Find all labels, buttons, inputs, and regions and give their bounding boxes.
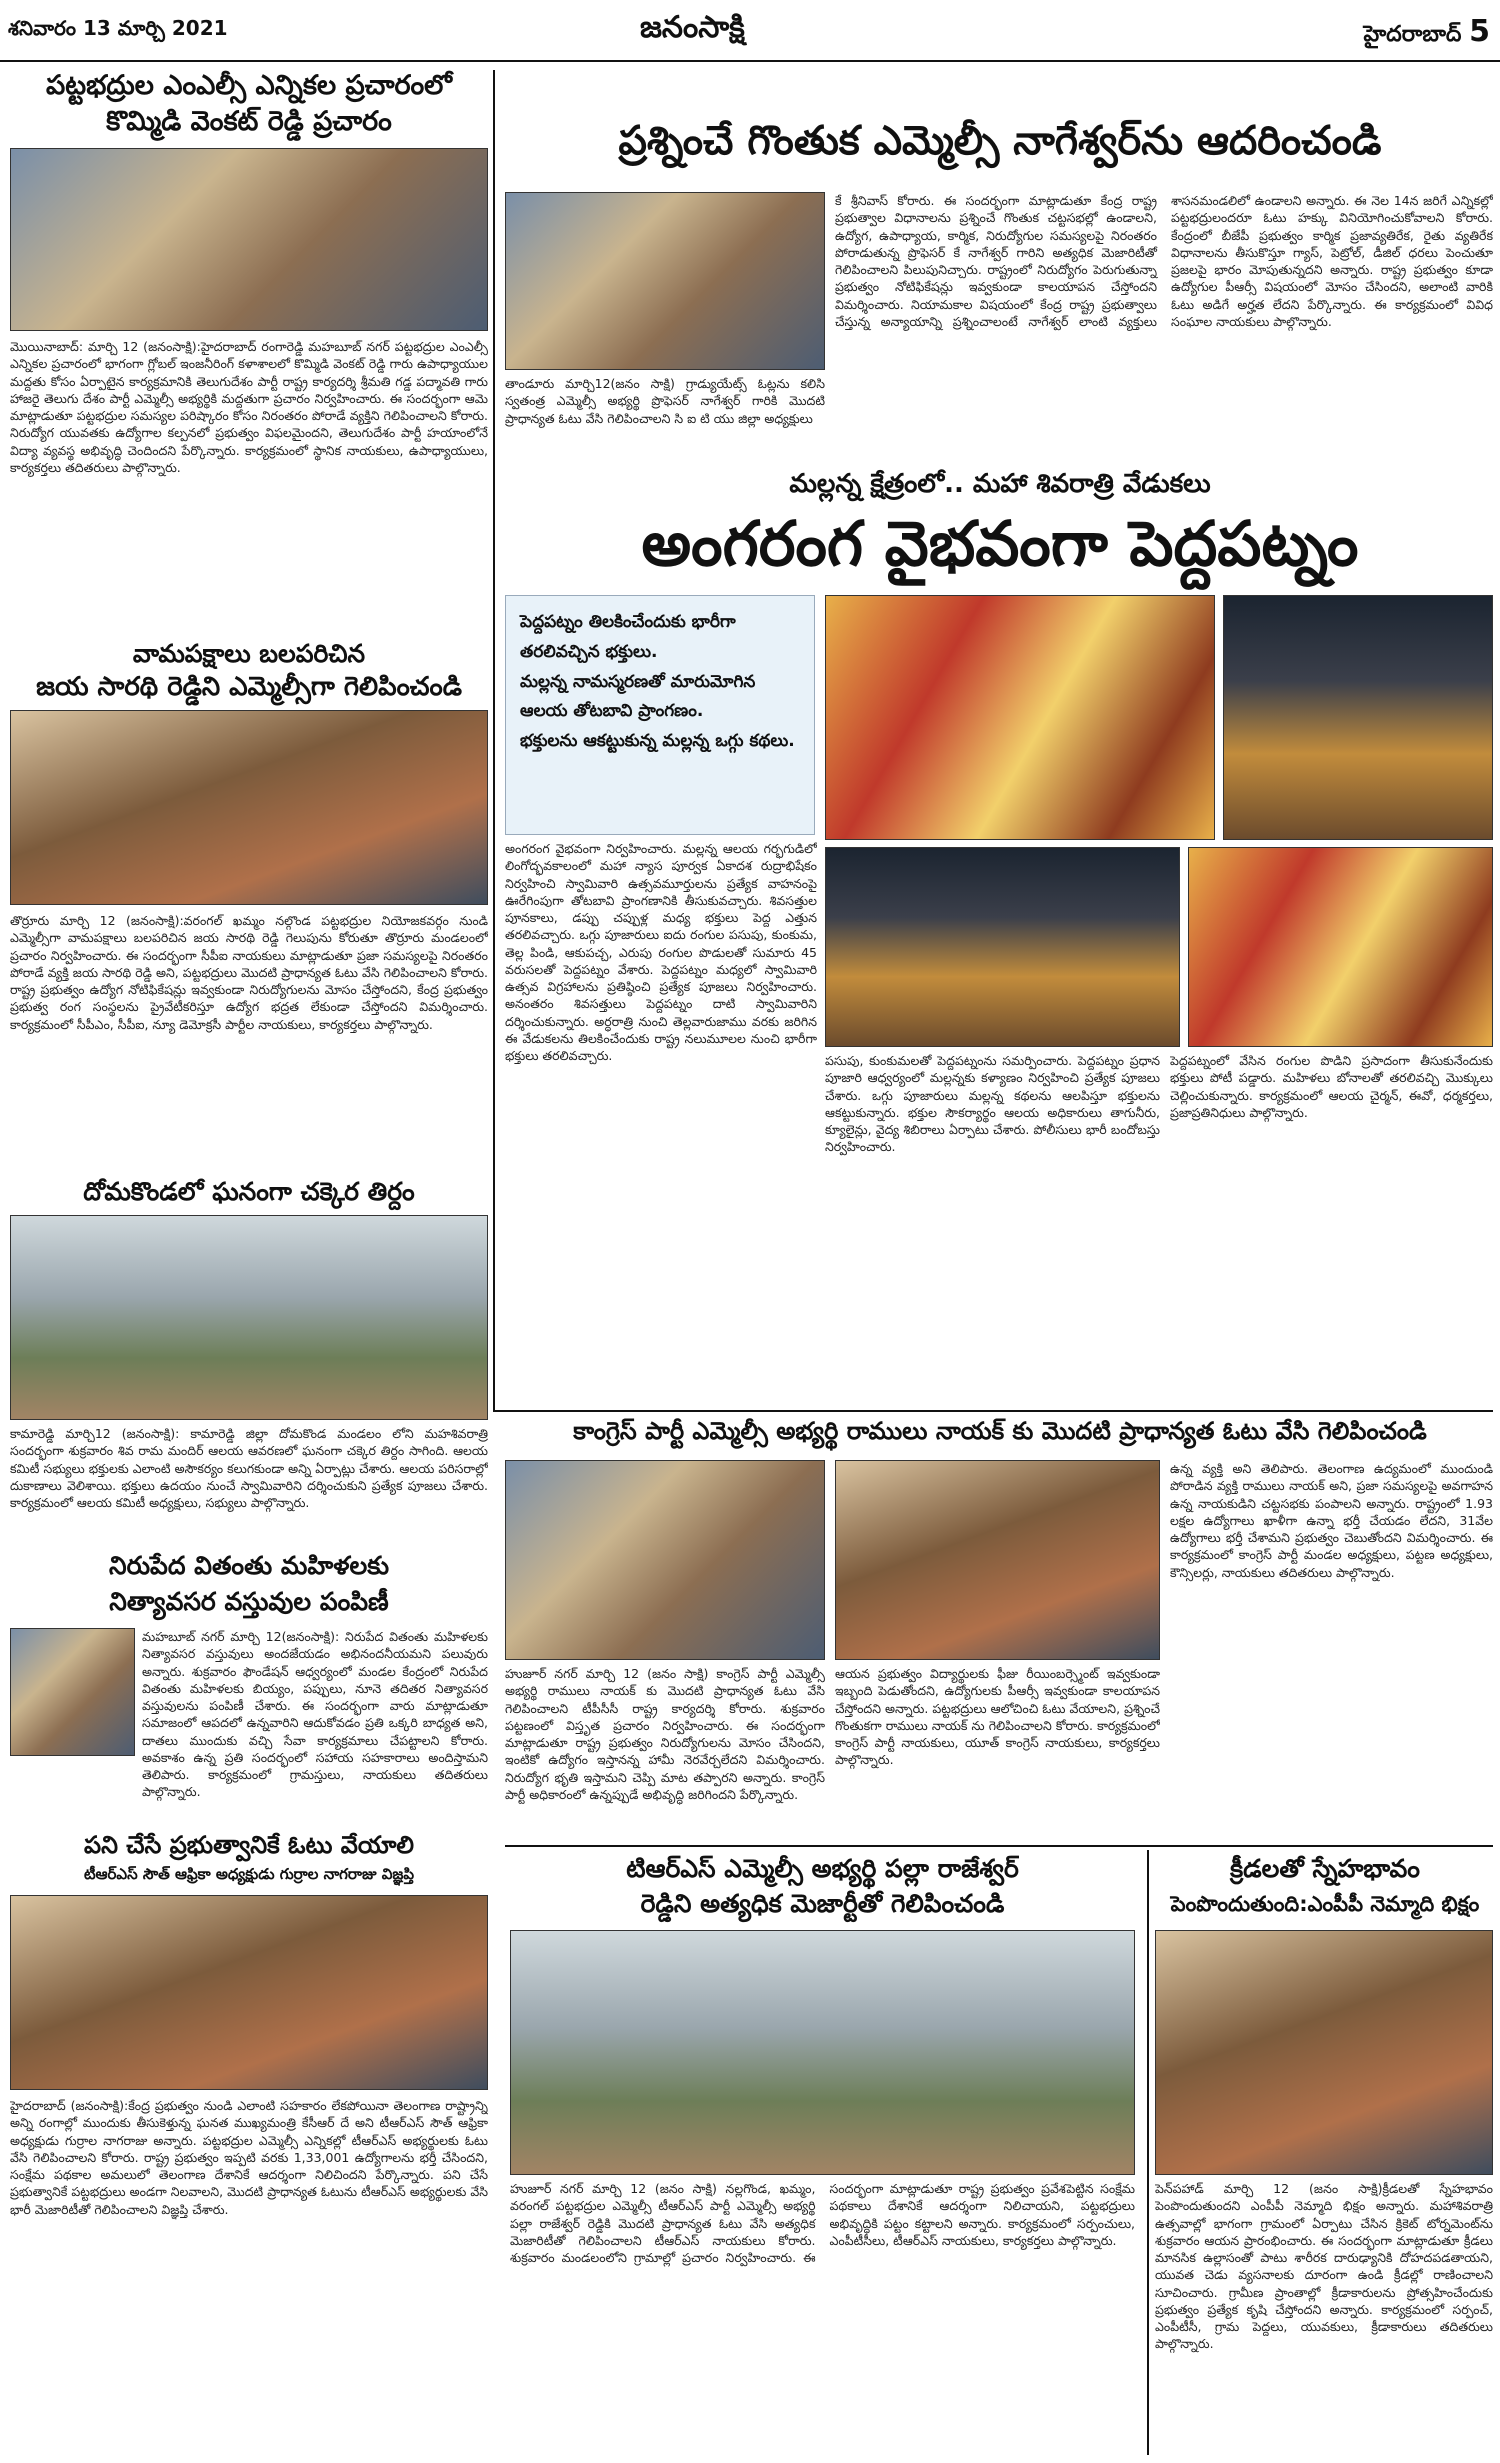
article-4-body: తొర్రూరు మార్చి 12 (జనంసాక్షి):వరంగల్ ఖమ్మం నల్గొండ పట్టభద్రుల నియోజకవర్గం నుండి ఎమ్మెల్సీగా వామపక్షాలు బలపరిచిన జయ సారథి రెడ్డి గెలుపును కోరుతూ తొర్రూరు మండలంలో ప్రచారం నిర్వహించారు. ఈ సందర్భంగా సీపీఐ నాయకులు మాట్లాడుతూ ప్రజా సమస్యలపై నిరంతరం పోరాడే వ్యక్తి జయ సారథి రెడ్డి అని, పట్టభద్రులు మొదటి ప్రాధాన్యత ఓటు వేసి గెలిపించాలని కోరారు. రాష్ట్ర ప్రభుత్వం ఉద్యోగ నోటిఫికేషన్లు ఇవ్వకుండా నిరుద్యోగులను మోసం చేస్తోందని, కేంద్ర ప్రభుత్వం ప్రభుత్వ రంగ సంస్థలను ప్రైవేటీకరిస్తూ ఉద్యోగ భద్రత లేకుండా చేస్తోందని విమర్శించారు. కార్యక్రమంలో సీపీఎం, సీపీఐ, న్యూ డెమోక్రసీ పార్టీల నాయకులు, కార్యకర్తలు పాల్గొన్నారు. [10, 913, 488, 1032]
article-5-body: కామారెడ్డి మార్చి12 (జనంసాక్షి): కామారెడ్డి జిల్లా దోమకొండ మండలం లోని మహశివరాత్రి సందర్భంగా శుక్రవారం శివ రామ మందిర్ ఆలయ ఆవరణలో ఘనంగా చక్కెర తిర్దం సాగింది. ఆలయ కమిటీ సభ్యులు భక్తులకు ఎలాంటి అసౌకర్యం కలుగకుండా అన్ని ఏర్పాట్లు చేశారు. ఆలయ పరిసరాల్లో దుకాణాలు వెలిశాయి. భక్తులు ఉదయం నుంచే స్వామివారిని దర్శించుకుని ప్రత్యేక పూజలు చేశారు. కార్యక్రమంలో ఆలయ కమిటీ అధ్యక్షులు, సభ్యులు పాల్గొన్నారు. [10, 1426, 488, 1510]
article-6-headline-2: నిత్యావసర వస్తువుల పంపిణీ [109, 1587, 389, 1616]
article-3-highlights [505, 595, 815, 835]
article-7-headline: పని చేసే ప్రభుత్వానికే ఓటు వేయాలి [84, 1831, 414, 1859]
article-9-photo [510, 1930, 1135, 2175]
article-3-headline: అంగరంగ వైభవంగా పెద్దపట్నం [641, 507, 1359, 580]
article-9-headline-1: టిఆర్ఎస్ ఎమ్మెల్సీ అభ్యర్థి పల్లా రాజేశ్వర్ [626, 1854, 1019, 1883]
article-7-body: హైదరాబాద్ (జనంసాక్షి):కేంద్ర ప్రభుత్వం నుండి ఎలాంటి సహకారం లేకపోయినా తెలంగాణ రాష్ట్రాన్ని అన్ని రంగాల్లో ముందుకు తీసుకెళ్తున్న ఘనత ముఖ్యమంత్రి కేసీఆర్ దే అని టీఆర్ఎస్ సౌత్ ఆఫ్రికా అధ్యక్షుడు గుర్రాల నాగరాజు అన్నారు. పట్టభద్రుల ఎమ్మెల్సీ ఎన్నికల్లో టీఆర్ఎస్ అభ్యర్థులకు ఓటు వేసి గెలిపించాలని కోరారు. రాష్ట్ర ప్రభుత్వం ఇప్పటి వరకు 1,33,001 ఉద్యోగాలను భర్తీ చేసిందని, సంక్షేమ పథకాల అమలులో తెలంగాణ దేశానికే ఆదర్శంగా నిలిచిందని పేర్కొన్నారు. పని చేసే ప్రభుత్వానికే పట్టభద్రులు అండగా నిలవాలని, మొదటి ప్రాధాన్యత ఓటును టీఆర్ఎస్ అభ్యర్థులకు వేసి భారీ మెజారిటీతో గెలిపించాలని విజ్ఞప్తి చేశారు. [10, 2098, 488, 2217]
article-3-photo-crowd [1223, 595, 1493, 840]
article-3-kicker: మల్లన్న క్షేత్రంలో.. మహా శివరాత్రి వేడుకలు [789, 469, 1211, 499]
article-6-body: మహబూబ్ నగర్ మార్చి 12(జనంసాక్షి): నిరుపేద వితంతు మహిళలకు నిత్యావసర వస్తువులు అందజేయడం అభినందనీయమని పలువురు అన్నారు. శుక్రవారం ఫౌండేషన్ ఆధ్వర్యంలో మండల కేంద్రంలో నిరుపేద వితంతు మహిళలకు బియ్యం, పప్పులు, నూనె తదితర నిత్యావసర వస్తువులను పంపిణీ చేశారు. ఈ సందర్భంగా వారు మాట్లాడుతూ సమాజంలో ఆపదలో ఉన్నవారిని ఆదుకోవడం ప్రతి ఒక్కరి బాధ్యత అని, దాతలు ముందుకు వచ్చి సేవా కార్యక్రమాలు చేపట్టాలని కోరారు. అవకాశం ఉన్న ప్రతి సందర్భంలో సహాయ సహకారాలు అందిస్తామని తెలిపారు. కార్యక్రమంలో గ్రామస్తులు, నాయకులు తదితరులు పాల్గొన్నారు. [142, 1629, 488, 1800]
article-8-headline: కాంగ్రెస్ పార్టీ ఎమ్మెల్సీ అభ్యర్థి రాములు నాయక్ కు మొదటి ప్రాధాన్యత ఓటు వేసి గెలిపించండి [573, 1417, 1427, 1445]
city-name: హైదరాబాద్ [1363, 22, 1462, 47]
highlight-1: పెద్దపట్నం తిలకించేందుకు భారీగా తరలివచ్చిన భక్తులు. [520, 612, 736, 662]
newspaper-logo: జనంసాక్షి [640, 10, 745, 45]
article-2-photo [505, 192, 825, 370]
article-1-headline-1: పట్టభద్రుల ఎంఎల్సీ ఎన్నికల ప్రచారంలో [46, 70, 452, 101]
article-8-body-1: హుజూర్ నగర్ మార్చి 12 (జనం సాక్షి) కాంగ్రెస్ పార్టీ ఎమ్మెల్సీ అభ్యర్థి రాములు నాయక్ కు మొదటి ప్రాధాన్యత ఓటు వేసి గెలిపించాలని టీపీసీసీ రాష్ట్ర కార్యదర్శి కోరారు. శుక్రవారం పట్టణంలో విస్తృత ప్రచారం నిర్వహించారు. ఈ సందర్భంగా మాట్లాడుతూ రాష్ట్ర ప్రభుత్వం నిరుద్యోగులను మోసం చేసిందని, ఇంటికో ఉద్యోగం ఇస్తానన్న హామీ నెరవేర్చలేదని విమర్శించారు. నిరుద్యోగ భృతి ఇస్తామని చెప్పి మాట తప్పారని అన్నారు. కాంగ్రెస్ పార్టీ అధికారంలో ఉన్నప్పుడే అభివృద్ధి జరిగిందని పేర్కొన్నారు. [505, 1666, 825, 1802]
article-8-photo-2 [835, 1460, 1160, 1660]
article-10-headline-1: క్రీడలతో స్నేహభావం [1230, 1854, 1420, 1883]
article-6-headline-1: నిరుపేద వితంతు మహిళలకు [109, 1551, 389, 1580]
article-2-headline: ప్రశ్నించే గొంతుక ఎమ్మెల్సీ నాగేశ్వర్‌ను ఆదరించండి [618, 118, 1382, 164]
article-10-body: పెన్‌పహాడ్ మార్చి 12 (జనం సాక్షి)క్రీడలతో స్నేహభావం పెంపొందుతుందని ఎంపీపీ నెమ్మాది భిక్షం అన్నారు. మహాశివరాత్రి ఉత్సవాల్లో భాగంగా గ్రామంలో ఏర్పాటు చేసిన క్రికెట్ టోర్నమెంట్‌ను శుక్రవారం ఆయన ప్రారంభించారు. ఈ సందర్భంగా మాట్లాడుతూ క్రీడలు మానసిక ఉల్లాసంతో పాటు శారీరక దారుఢ్యానికి దోహదపడతాయని, యువత చెడు వ్యసనాలకు దూరంగా ఉండి క్రీడల్లో రాణించాలని సూచించారు. గ్రామీణ ప్రాంతాల్లో క్రీడాకారులను ప్రోత్సహించేందుకు ప్రభుత్వం ప్రత్యేక కృషి చేస్తోందని అన్నారు. కార్యక్రమంలో సర్పంచ్, ఎంపీటీసీ, గ్రామ పెద్దలు, యువకులు, క్రీడాకారులు తదితరులు పాల్గొన్నారు. [1155, 2181, 1493, 2352]
article-10-photo [1155, 1930, 1493, 2175]
issue-date: శనివారం 13 మార్చి 2021 [8, 16, 228, 40]
article-1-photo [10, 148, 488, 331]
article-6-portrait [10, 1628, 135, 1756]
row-divider-2 [505, 1845, 1493, 1847]
article-8-photo-1 [505, 1460, 825, 1660]
row-divider [493, 1410, 1493, 1412]
page-number: 5 [1469, 14, 1490, 49]
article-7-subhead: టీఆర్ఎస్ సౌత్ ఆఫ్రికా అధ్యక్షుడు గుర్రాల నాగరాజు విజ్ఞప్తి [83, 1865, 415, 1883]
column-divider-2 [1147, 1850, 1149, 2455]
page-header [0, 0, 1500, 62]
article-1-headline-2: కొమ్మిడి వెంకట్ రెడ్డి ప్రచారం [106, 106, 392, 137]
article-3-body-3: పెద్దపట్నంలో వేసిన రంగుల పొడిని ప్రసాదంగా తీసుకునేందుకు భక్తులు పోటీ పడ్డారు. మహిళలు బోనాలతో తరలివచ్చి మొక్కులు చెల్లించుకున్నారు. కార్యక్రమంలో ఆలయ చైర్మన్, ఈవో, ధర్మకర్తలు, ప్రజాప్రతినిధులు పాల్గొన్నారు. [1170, 1053, 1493, 1120]
article-9-headline-2: రెడ్డిని అత్యధిక మెజార్టీతో గెలిపించండి [640, 1889, 1005, 1918]
article-2-body: కే శ్రీనివాస్ కోరారు. ఈ సందర్భంగా మాట్లాడుతూ కేంద్ర రాష్ట్ర ప్రభుత్వాల విధానాలను ప్రశ్నించే గొంతుక చట్టసభల్లో ఉండాలని, ఉద్యోగ, ఉపాధ్యాయ, కార్మిక, నిరుద్యోగుల సమస్యలపై నిరంతరం పోరాడుతున్న ప్రొఫెసర్ కే నాగేశ్వర్ గారిని అత్యధిక మెజారిటీతో గెలిపించాలని పిలుపునిచ్చారు. రాష్ట్రంలో నిరుద్యోగం పెరుగుతున్నా ప్రభుత్వం నోటిఫికేషన్లు ఇవ్వకుండా కాలయాపన చేస్తోందని విమర్శించారు. నియామకాల విషయంలో కేంద్ర రాష్ట్ర ప్రభుత్వాలు చేస్తున్న అన్యాయాన్ని ప్రశ్నించాలంటే నాగేశ్వర్ లాంటి వ్యక్తులు శాసనమండలిలో ఉండాలని అన్నారు. ఈ నెల 14న జరిగే ఎన్నికల్లో పట్టభద్రులందరూ ఓటు హక్కు వినియోగించుకోవాలని కోరారు. కేంద్రంలో బీజేపీ ప్రభుత్వం కార్మిక ప్రజావ్యతిరేక, రైతు వ్యతిరేక విధానాలను తీసుకొస్తూ గ్యాస్, పెట్రోల్, డీజిల్ ధరలు పెంచుతూ ప్రజలపై భారం మోపుతున్నదని అన్నారు. రాష్ట్ర ప్రభుత్వం కూడా ఉద్యోగుల పీఆర్సీ విషయంలో మోసం చేసిందని, అలాంటి వారికి ఓటు అడిగే అర్హత లేదని పేర్కొన్నారు. ఈ కార్యక్రమంలో వివిధ సంఘాల నాయకులు పాల్గొన్నారు. [835, 193, 1493, 329]
article-4-headline-2: జయ సారథి రెడ్డిని ఎమ్మెల్సీగా గెలిపించండి [36, 672, 462, 702]
article-8-body-2: ఆయన ప్రభుత్వం విద్యార్థులకు ఫీజు రీయింబర్స్మెంట్ ఇవ్వకుండా ఇబ్బంది పెడుతోందని, ఉద్యోగులకు పీఆర్సీ ఇవ్వకుండా కాలయాపన చేస్తోందని అన్నారు. పట్టభద్రులు ఆలోచించి ఓటు వేయాలని, ప్రశ్నించే గొంతుకగా రాములు నాయక్ ను గెలిపించాలని కోరారు. కార్యక్రమంలో కాంగ్రెస్ పార్టీ నాయకులు, యూత్ కాంగ్రెస్ నాయకులు, కార్యకర్తలు పాల్గొన్నారు. [835, 1666, 1160, 1768]
article-7-photo [10, 1895, 488, 2090]
article-3-body-1: అంగరంగ వైభవంగా నిర్వహించారు. మల్లన్న ఆలయ గర్భగుడిలో లింగోద్భవకాలంలో మహా న్యాస పూర్వక ఏకాదశ రుద్రాభిషేకం నిర్వహించి స్వామివారి ఉత్సవమూర్తులను ప్రత్యేక వాహనంపై ఊరేగింపుగా తోటబావి ప్రాంగణానికి తీసుకువచ్చారు. శివసత్తుల పూనకాలు, డప్పు చప్పుళ్ల మధ్య భక్తులు పెద్ద ఎత్తున తరలివచ్చారు. ఒగ్గు పూజారులు ఐదు రంగుల పసుపు, కుంకుమ, తెల్ల పిండి, ఆకుపచ్చ, ఎరుపు రంగుల పొడులతో సుమారు 45 వరుసలతో పెద్దపట్నం వేశారు. పెద్దపట్నం మధ్యలో స్వామివారి ఉత్సవ విగ్రహాలను ప్రతిష్ఠించి ప్రత్యేక పూజలు నిర్వహించారు. అనంతరం శివసత్తులు పెద్దపట్నం దాటి స్వామివారిని దర్శించుకున్నారు. అర్ధరాత్రి నుంచి తెల్లవారుజాము వరకు జరిగిన ఈ వేడుకలను తిలకించేందుకు రాష్ట్ర నలుమూలల నుంచి భారీగా భక్తులు తరలివచ్చారు. [505, 841, 817, 1063]
highlight-3: భక్తులను ఆకట్టుకున్న మల్లన్న ఒగ్గు కథలు. [520, 731, 795, 751]
article-5-photo [10, 1215, 488, 1420]
column-divider [493, 70, 495, 1410]
article-3-body-2: పసుపు, కుంకుమలతో పెద్దపట్నంను సమర్పించారు. పెద్దపట్నం ప్రధాన పూజారి ఆధ్వర్యంలో మల్లన్నకు కళ్యాణం నిర్వహించి ప్రత్యేక పూజలు చేశారు. ఒగ్గు పూజారులు మల్లన్న కథలను ఆలపిస్తూ భక్తులను ఆకట్టుకున్నారు. భక్తుల సౌకర్యార్థం ఆలయ అధికారులు తాగునీరు, క్యూలైన్లు, వైద్య శిబిరాలు ఏర్పాటు చేశారు. పోలీసులు భారీ బందోబస్తు నిర్వహించారు. [825, 1053, 1160, 1155]
article-5-headline: దోమకొండలో ఘనంగా చక్కెర తిర్దం [83, 1177, 415, 1206]
edition-city [1363, 14, 1490, 52]
article-8-body-3: ఉన్న వ్యక్తి అని తెలిపారు. తెలంగాణ ఉద్యమంలో ముందుండి పోరాడిన వ్యక్తి రాములు నాయక్ అని, ప్రజా సమస్యలపై అవగాహన ఉన్న నాయకుడిని చట్టసభకు పంపాలని అన్నారు. రాష్ట్రంలో 1.93 లక్షల ఉద్యోగాలు ఖాళీగా ఉన్నా భర్తీ చేయడం లేదని, 31వేల ఉద్యోగాలు భర్తీ చేశామని ప్రభుత్వం చెబుతోందని విమర్శించారు. ఈ కార్యక్రమంలో కాంగ్రెస్ పార్టీ మండల అధ్యక్షులు, పట్టణ అధ్యక్షులు, కౌన్సిలర్లు, నాయకులు తదితరులు పాల్గొన్నారు. [1170, 1461, 1493, 1580]
article-3-photo-temple [825, 847, 1180, 1047]
article-3-photo-rangoli [825, 595, 1215, 840]
article-1-body: మొయినాబాద్: మార్చి 12 (జనంసాక్షి):హైదరాబాద్ రంగారెడ్డి మహబూబ్ నగర్ పట్టభద్రుల ఎంఎల్సీ ఎన్నికల ప్రచారంలో భాగంగా గ్లోబల్ ఇంజనీరింగ్ కళాశాలలో కొమ్మిడి వెంకట్ రెడ్డి గారు ఉపాధ్యాయుల మద్దతు కోసం ఏర్పాటైన కార్యక్రమానికి తెలుగుదేశం పార్టీ రాష్ట్ర కార్యదర్శి శ్రీమతి గడ్డ పద్మావతి గారు హాజరై తెలుగు దేశం పార్టీ ఎమ్మెల్సీ అభ్యర్థికి మద్దతుగా ప్రచారం నిర్వహించారు. ఈ సందర్భంగా ఆమె మాట్లాడుతూ పట్టభద్రుల సమస్యల పరిష్కారం కోసం నిరంతరం పోరాడే వ్యక్తిని గెలిపించాలని కోరారు. నిరుద్యోగ యువతకు ఉద్యోగాల కల్పనలో ప్రభుత్వం విఫలమైందని, తెలుగుదేశం పార్టీ హయాంలోనే విద్యా వ్యవస్థ అభివృద్ధి చెందిందని పేర్కొన్నారు. కార్యక్రమంలో స్థానిక నాయకులు, ఉపాధ్యాయులు, కార్యకర్తలు తదితరులు పాల్గొన్నారు. [10, 339, 488, 475]
article-9-body: హుజూర్ నగర్ మార్చి 12 (జనం సాక్షి) నల్లగొండ, ఖమ్మం, వరంగల్ పట్టభద్రుల ఎమ్మెల్సీ టీఆర్ఎస్ పార్టీ ఎమ్మెల్సీ అభ్యర్థి పల్లా రాజేశ్వర్ రెడ్డికి మొదటి ప్రాధాన్యత ఓటు వేసి అత్యధిక మెజారిటీతో గెలిపించాలని టీఆర్ఎస్ నాయకులు కోరారు. శుక్రవారం మండలంలోని గ్రామాల్లో ప్రచారం నిర్వహించారు. ఈ సందర్భంగా మాట్లాడుతూ రాష్ట్ర ప్రభుత్వం ప్రవేశపెట్టిన సంక్షేమ పథకాలు దేశానికే ఆదర్శంగా నిలిచాయని, పట్టభద్రులు అభివృద్ధికి పట్టం కట్టాలని అన్నారు. కార్యక్రమంలో సర్పంచులు, ఎంపీటీసీలు, టీఆర్ఎస్ నాయకులు, కార్యకర్తలు పాల్గొన్నారు. [510, 2181, 1135, 2265]
article-2-caption: తాండూరు మార్చి12(జనం సాక్షి) గ్రాడ్యుయేట్స్ ఓట్లను కలిసి స్వతంత్ర ఎమ్మెల్సీ అభ్యర్థి ప్రొఫెసర్ నాగేశ్వర్ గారికి మొదటి ప్రాధాన్యత ఓటు వేసి గెలిపించాలని సి ఐ టి యు జిల్లా అధ్యక్షులు [505, 376, 825, 426]
article-4-headline-1: వామపక్షాలు బలపరిచిన [132, 639, 366, 668]
article-3-photo-priests [1188, 847, 1493, 1047]
article-10-headline-2: పెంపొందుతుంది:ఎంపీపీ నెమ్మాది భిక్షం [1170, 1892, 1480, 1916]
highlight-2: మల్లన్న నామస్మరణతో మారుమోగిన ఆలయ తోటబావి ప్రాంగణం. [520, 671, 756, 722]
article-4-photo [10, 710, 488, 905]
